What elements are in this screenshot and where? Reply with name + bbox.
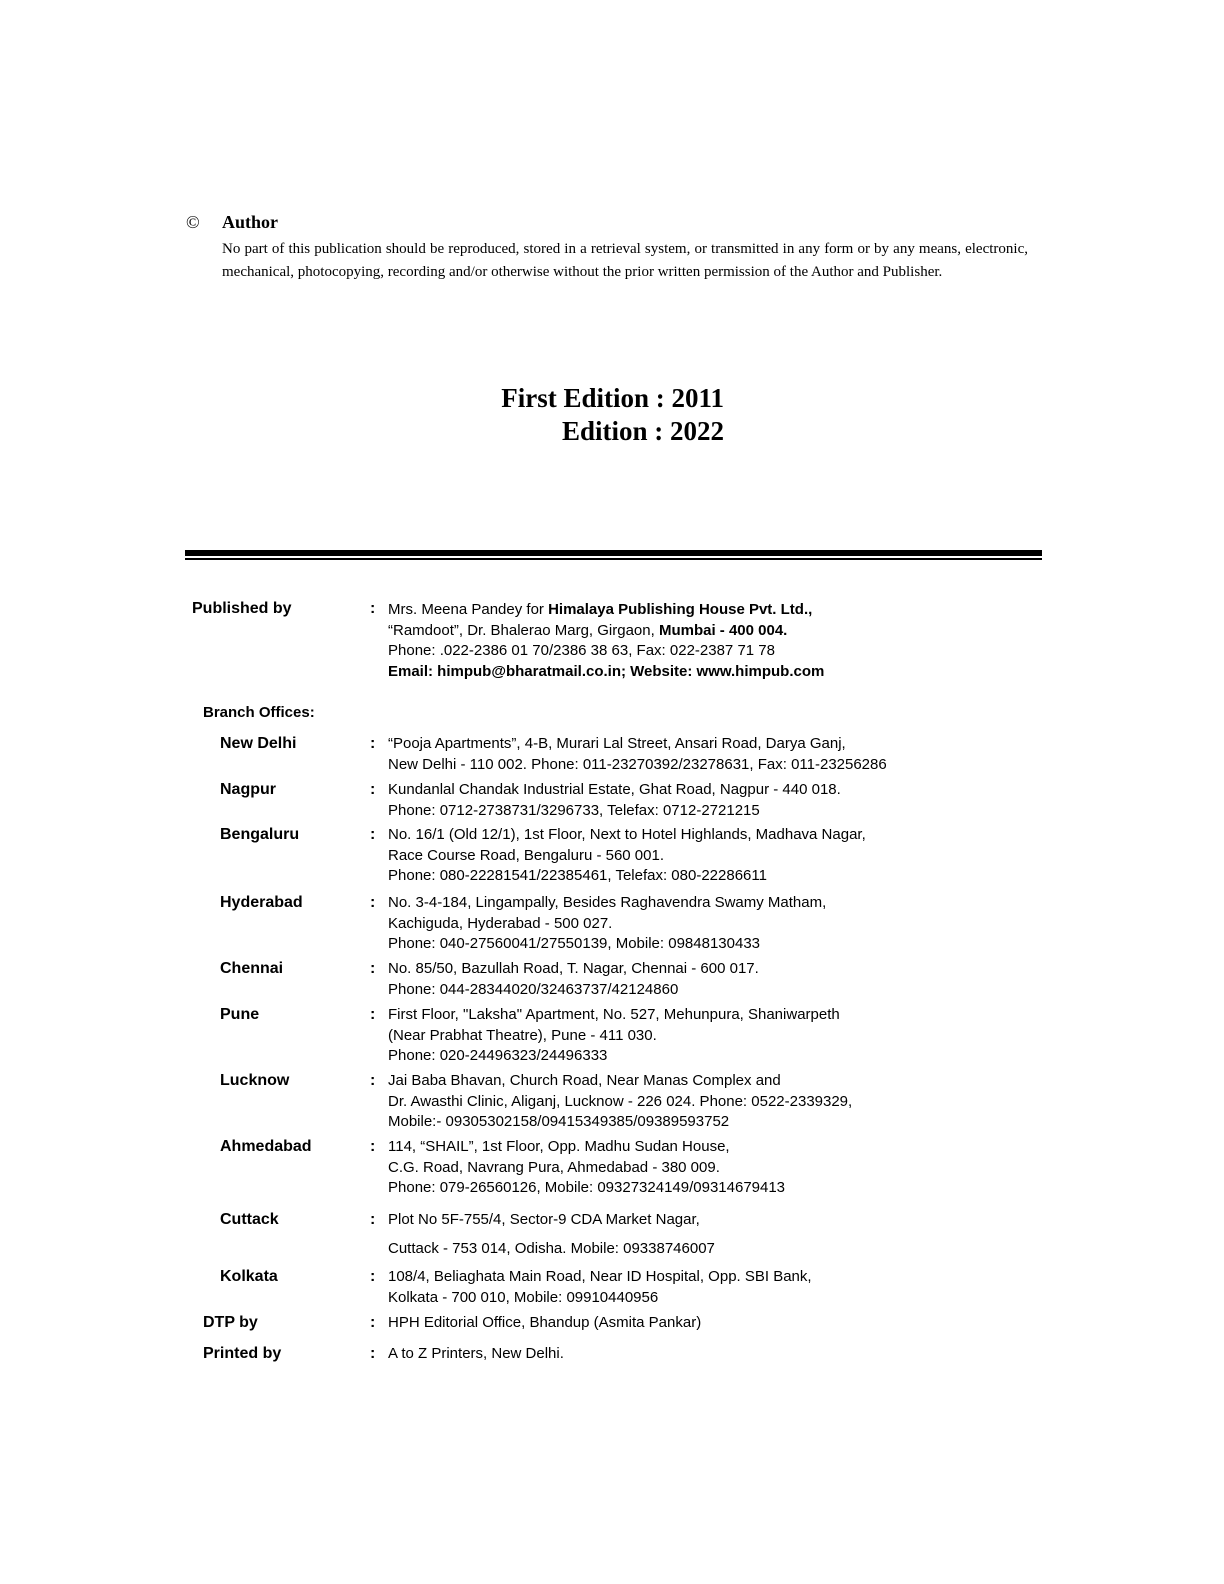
published-by-label: Published by [192, 600, 292, 617]
publisher-line-1: Mrs. Meena Pandey for Himalaya Publishing House Pvt. Ltd., [388, 601, 813, 618]
branch-address: No. 85/50, Bazullah Road, T. Nagar, Chennai - 600 017. Phone: 044-28344020/32463737/42124860 [388, 960, 759, 998]
publisher-line-2: “Ramdoot”, Dr. Bhalerao Marg, Girgaon, Mumbai - 400 004. [388, 621, 788, 639]
branch-colon: : [370, 1138, 376, 1155]
branch-city: Nagpur [220, 781, 276, 798]
branch-colon: : [370, 960, 376, 977]
branch-offices-label: Branch Offices: [203, 704, 315, 721]
branch-city: Cuttack [220, 1211, 279, 1228]
printed-by-label: Printed by [203, 1345, 282, 1362]
branch-address-continued: Cuttack - 753 014, Odisha. Mobile: 09338746007 [388, 1240, 715, 1257]
publisher-city: Mumbai - 400 004. [658, 621, 788, 639]
branch-colon: : [370, 735, 376, 752]
branch-colon: : [370, 781, 376, 798]
dtp-text: HPH Editorial Office, Bhandup (Asmita Pankar) [388, 1314, 702, 1331]
branch-colon: : [370, 894, 376, 911]
dtp-colon: : [370, 1314, 376, 1331]
branch-address: No. 16/1 (Old 12/1), 1st Floor, Next to Hotel Highlands, Madhava Nagar, Race Course Road, Bengaluru - 560 001. Phone: 080-22281541/22385461, Telefax: 080-22286611 [388, 826, 866, 884]
branch-address: “Pooja Apartments”, 4-B, Murari Lal Street, Ansari Road, Darya Ganj, New Delhi - 110 002. Phone: 011-23270392/23278631, Fax: 011-23256286 [388, 735, 887, 773]
publisher-name: Himalaya Publishing House Pvt. Ltd., [548, 601, 813, 618]
branch-colon: : [370, 1211, 376, 1228]
branch-address: No. 3-4-184, Lingampally, Besides Raghavendra Swamy Matham, Kachiguda, Hyderabad - 500 027. Phone: 040-27560041/27550139, Mobile: 09848130433 [388, 894, 827, 952]
branch-address: 108/4, Beliaghata Main Road, Near ID Hospital, Opp. SBI Bank, Kolkata - 700 010, Mobile: 09910440956 [388, 1268, 812, 1306]
current-edition: Edition : 2022 [561, 416, 724, 446]
publisher-details [388, 600, 824, 682]
branch-address: 114, “SHAIL”, 1st Floor, Opp. Madhu Sudan House, C.G. Road, Navrang Pura, Ahmedabad - 380 009. Phone: 079-26560126, Mobile: 09327324149/09314679413 [388, 1138, 786, 1196]
branch-address: Kundanlal Chandak Industrial Estate, Ghat Road, Nagpur - 440 018. Phone: 0712-2738731/3296733, Telefax: 0712-2721215 [388, 781, 841, 819]
copyright-notice: No part of this publication should be reproduced, stored in a retrieval system, or transmitted in any form or by any means, electronic, mechanical, photocopying, recording and/or otherwise without the prior written permission of the Author and Publisher. [222, 241, 1028, 280]
branch-city: Bengaluru [220, 826, 300, 843]
branch-city: Kolkata [220, 1268, 278, 1285]
copyright-symbol: © [186, 212, 200, 232]
branch-city: Chennai [220, 960, 284, 977]
dtp-label: DTP by [203, 1314, 258, 1331]
published-by-colon: : [370, 600, 376, 617]
branch-address: Plot No 5F-755/4, Sector-9 CDA Market Nagar, [388, 1211, 700, 1228]
branch-city: Lucknow [220, 1072, 290, 1089]
copyright-holder: Author [222, 212, 279, 232]
branch-colon: : [370, 1268, 376, 1285]
branch-city: Pune [220, 1006, 260, 1023]
branch-colon: : [370, 826, 376, 843]
first-edition: First Edition : 2011 [501, 383, 724, 413]
branch-address: First Floor, "Laksha" Apartment, No. 527, Mehunpura, Shaniwarpeth (Near Prabhat Theatre), Pune - 411 030. Phone: 020-24496323/24496333 [388, 1006, 840, 1064]
branch-colon: : [370, 1006, 376, 1023]
divider-thin [185, 558, 1042, 560]
branch-address: Jai Baba Bhavan, Church Road, Near Manas Complex and Dr. Awasthi Clinic, Aliganj, Lucknow - 226 024. Phone: 0522-2339329, Mobile:- 09305302158/09415349385/09389593752 [388, 1072, 853, 1130]
branch-colon: : [370, 1072, 376, 1089]
editions [430, 382, 724, 448]
printed-by-colon: : [370, 1345, 376, 1362]
branch-city: Hyderabad [220, 894, 303, 911]
printer-text: A to Z Printers, New Delhi. [388, 1345, 564, 1362]
branch-city: New Delhi [220, 735, 297, 752]
publisher-line-3: Phone: .022-2386 01 70/2386 38 63, Fax: 022-2387 71 78 [388, 642, 775, 659]
divider-thick [185, 550, 1042, 556]
branch-city: Ahmedabad [220, 1138, 312, 1155]
publisher-line-4: Email: himpub@bharatmail.co.in; Website: www.himpub.com [388, 662, 825, 680]
